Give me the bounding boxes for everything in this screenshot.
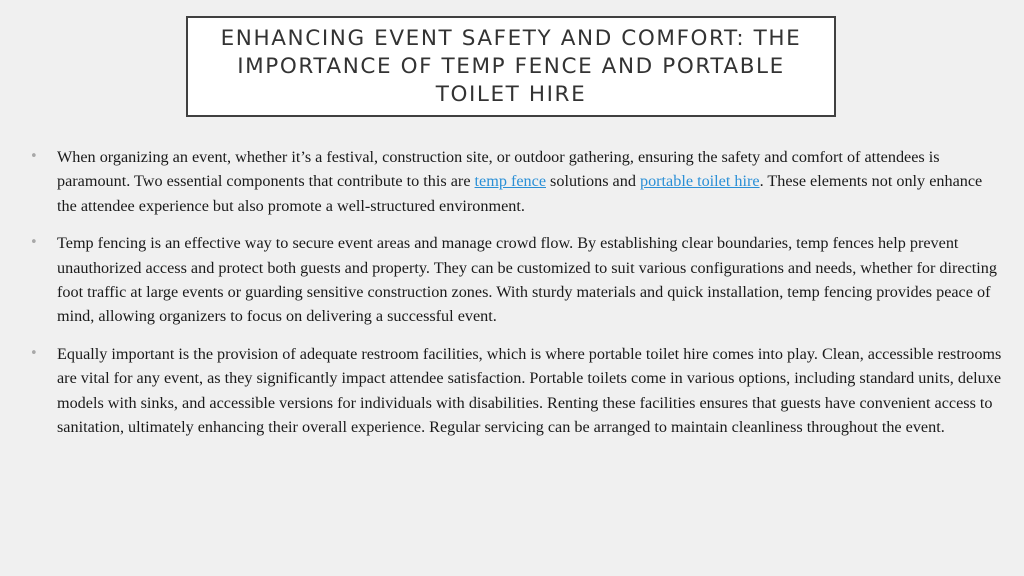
bullet-list bbox=[30, 145, 1002, 439]
bullet-item-intro bbox=[30, 145, 1002, 218]
bullet-dot-icon: • bbox=[30, 149, 38, 164]
bullet-dot-icon: • bbox=[30, 345, 38, 361]
bullet-intro-text-middle: solutions and bbox=[546, 172, 640, 191]
slide-content bbox=[30, 145, 1002, 452]
bullet-dot-icon: • bbox=[30, 235, 38, 251]
portable-toilet-hire-link[interactable]: portable toilet hire bbox=[639, 172, 760, 191]
bullet-item-temp-fencing bbox=[30, 231, 1002, 329]
slide-title: ENHANCING EVENT SAFETY AND COMFORT: THE IMPORTANCE OF TEMP FENCE AND PORTABLE TOILET HIRE bbox=[220, 25, 802, 107]
bullet-temp-fencing-text: Temp fencing is an effective way to secure event areas and manage crowd flow. By establishing clear boundaries, temp fences help prevent unauthorized access and protect both guests and property. They can be customized to suit various configurations and needs, whether for directing foot traffic at large events or guarding sensitive construction zones. With sturdy materials and quick installation, temp fencing provides peace of mind, allowing organizers to focus on delivering a successful event. bbox=[57, 234, 997, 326]
slide-title-box bbox=[186, 16, 836, 117]
temp-fence-link[interactable]: temp fence bbox=[474, 172, 546, 191]
bullet-item-restrooms bbox=[30, 342, 1002, 440]
bullet-intro-text-end: . These elements not only enhance the attendee experience but also promote a well-structured environment. bbox=[57, 172, 983, 215]
bullet-intro-text-start: When organizing an event, whether it’s a festival, construction site, or outdoor gathering, ensuring the safety and comfort of attendees is paramount. Two essential components that contribute to this are bbox=[57, 148, 940, 191]
bullet-restrooms-text: Equally important is the provision of adequate restroom facilities, which is where portable toilet hire comes into play. Clean, accessible restrooms are vital for any event, as they significantly impact attendee satisfaction. Portable toilets come in various options, including standard units, deluxe models with sinks, and accessible versions for individuals with disabilities. Renting these facilities ensures that guests have convenient access to sanitation, ultimately enhancing their overall experience. Regular servicing can be arranged to maintain cleanliness throughout the event. bbox=[57, 344, 1002, 437]
